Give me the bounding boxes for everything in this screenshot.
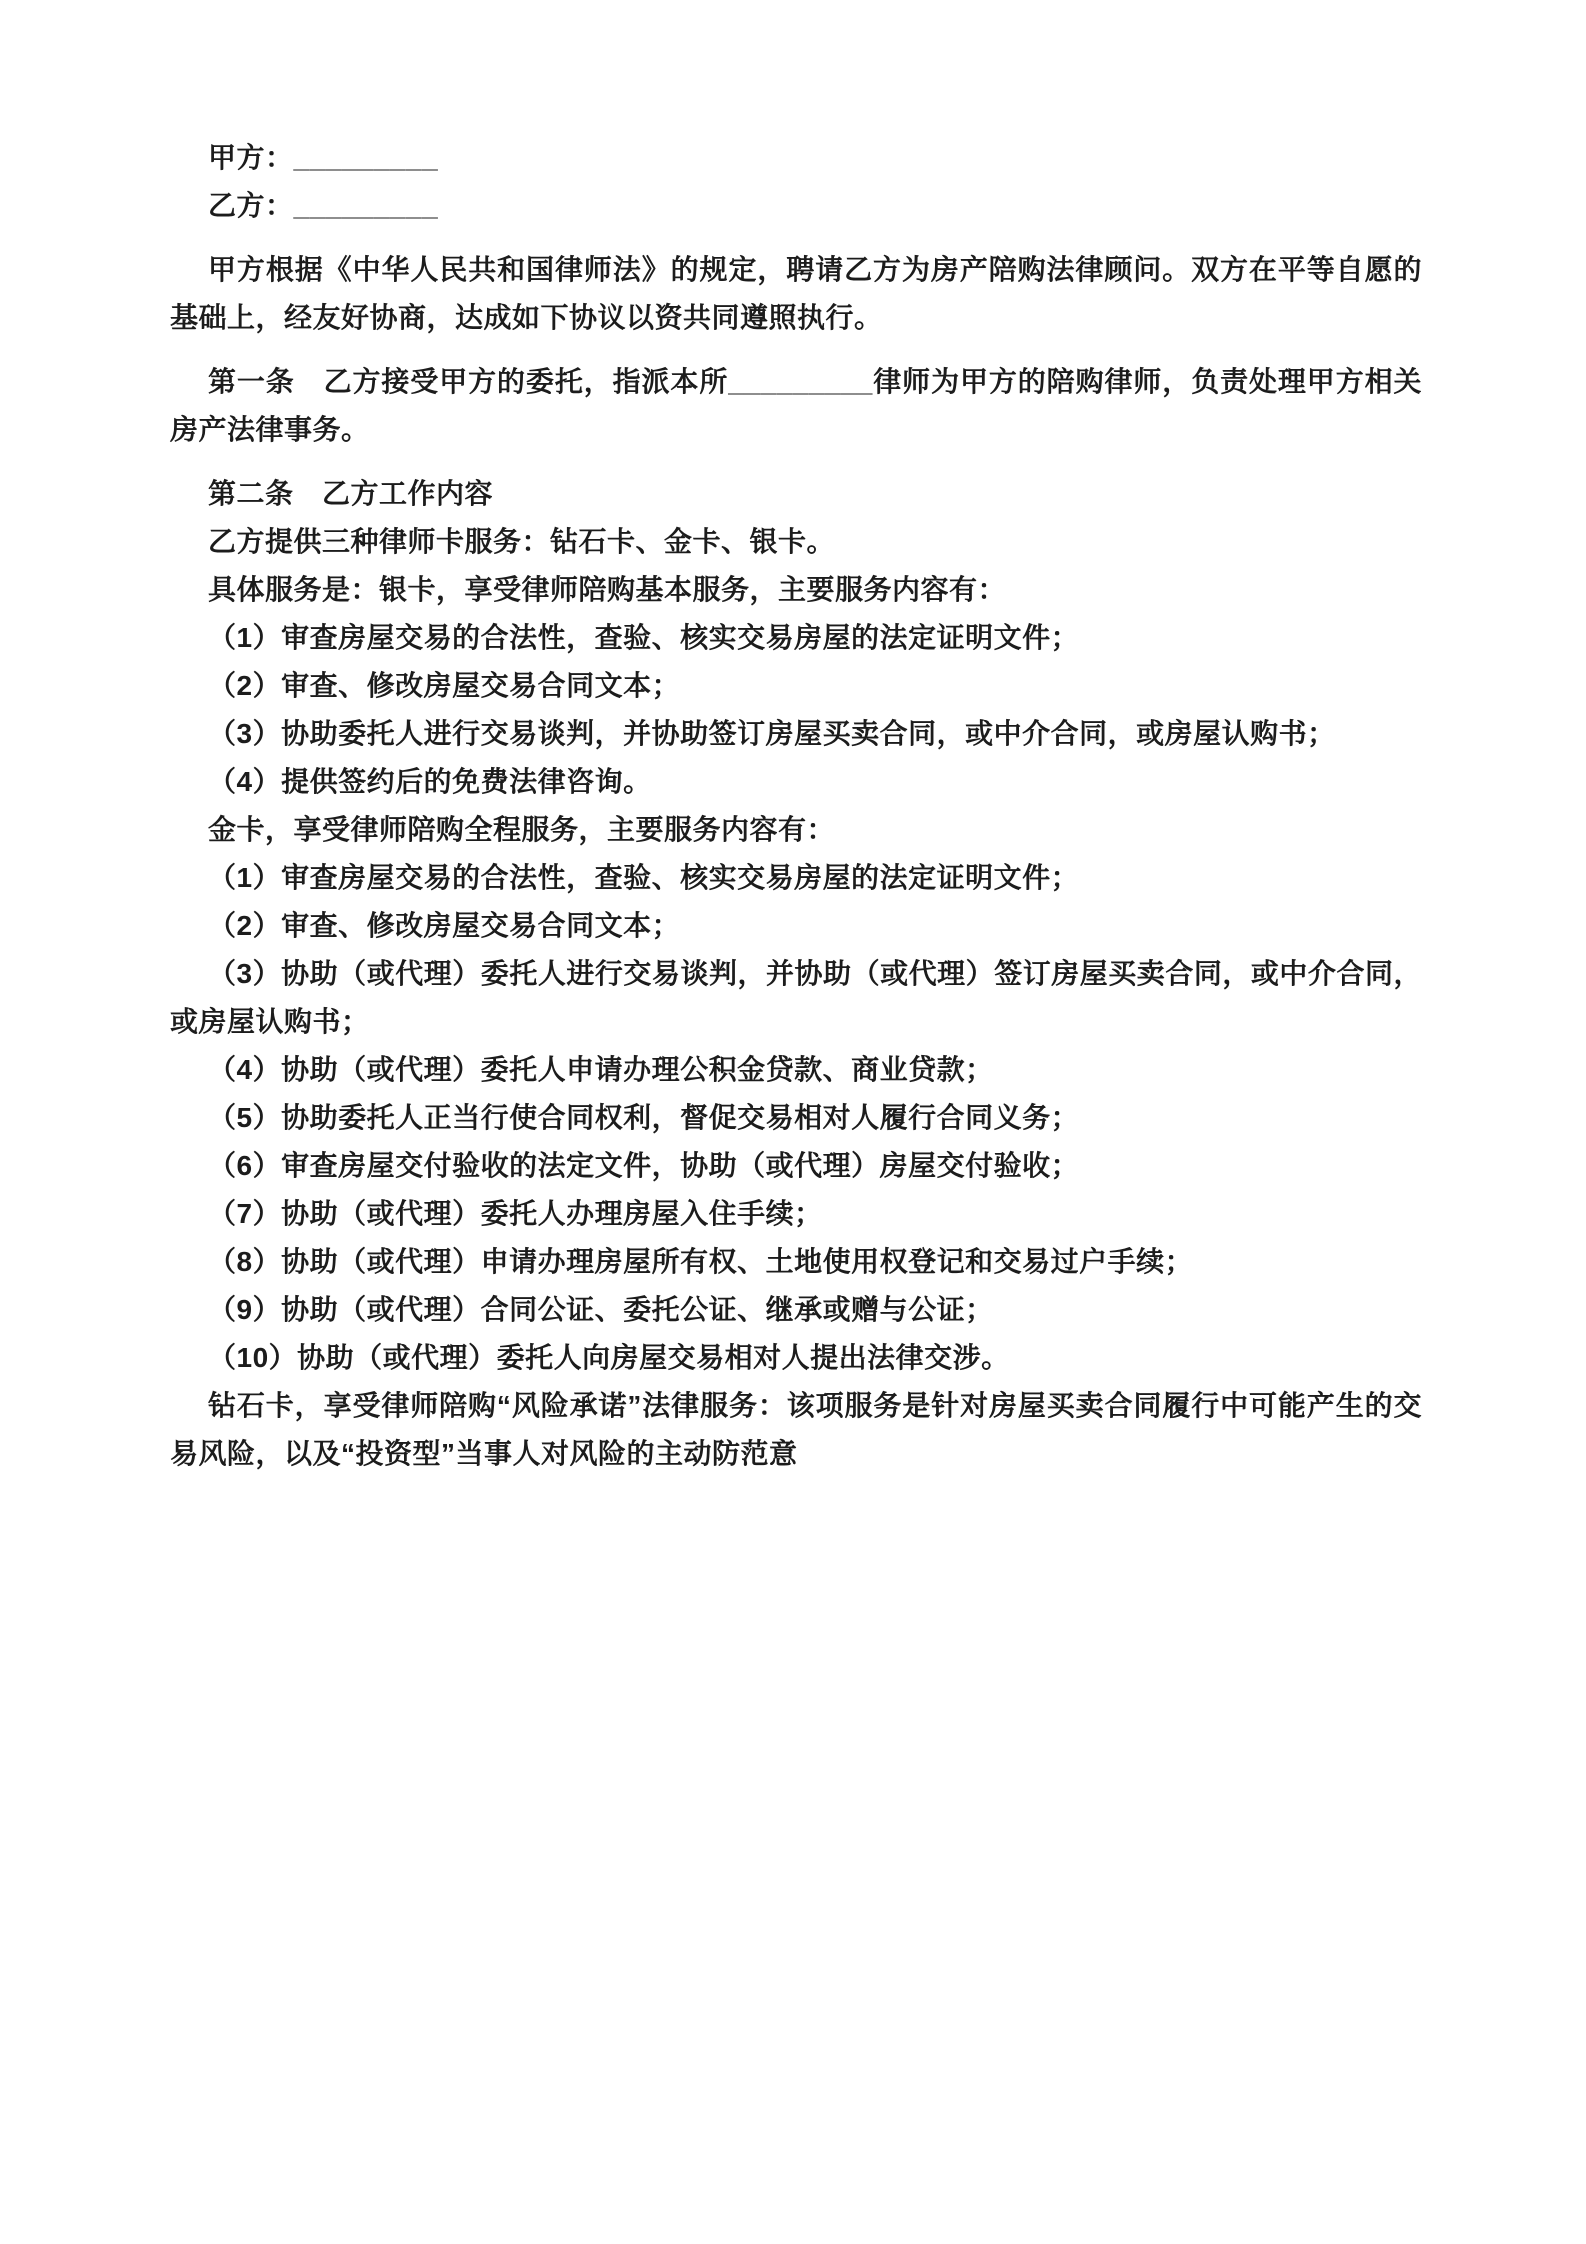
silver-item-1: （1）审查房屋交易的合法性，查验、核实交易房屋的法定证明文件； — [208, 622, 1080, 653]
gold-item-3: （3）协助（或代理）委托人进行交易谈判，并协助（或代理）签订房屋买卖合同，或中介合同，或房屋认购书； — [170, 958, 1422, 1037]
document-body — [170, 134, 1422, 1478]
article-1: 第一条 乙方接受甲方的委托，指派本所_________律师为甲方的陪购律师，负责处理甲方相关房产法律事务。 — [170, 366, 1422, 445]
gold-item-7: （7）协助（或代理）委托人办理房屋入住手续； — [208, 1198, 823, 1229]
gold-card-intro: 金卡，享受律师陪购全程服务，主要服务内容有： — [208, 814, 836, 845]
diamond-card-intro: 钻石卡，享受律师陪购“风险承诺”法律服务：该项服务是针对房屋买卖合同履行中可能产生的交易风险，以及“投资型”当事人对风险的主动防范意 — [170, 1390, 1422, 1469]
silver-card-intro: 具体服务是：银卡，享受律师陪购基本服务，主要服务内容有： — [208, 574, 1007, 605]
party-line-yifang: 乙方：_________ — [208, 190, 439, 221]
article-2-intro: 乙方提供三种律师卡服务：钻石卡、金卡、银卡。 — [208, 526, 836, 557]
silver-item-4: （4）提供签约后的免费法律咨询。 — [208, 766, 652, 797]
gold-item-8: （8）协助（或代理）申请办理房屋所有权、土地使用权登记和交易过户手续； — [208, 1246, 1194, 1277]
gold-item-9: （9）协助（或代理）合同公证、委托公证、继承或赠与公证； — [208, 1294, 994, 1325]
gold-item-5: （5）协助委托人正当行使合同权利，督促交易相对人履行合同义务； — [208, 1102, 1080, 1133]
gold-item-10: （10）协助（或代理）委托人向房屋交易相对人提出法律交涉。 — [208, 1342, 1010, 1373]
gold-item-6: （6）审查房屋交付验收的法定文件，协助（或代理）房屋交付验收； — [208, 1150, 1080, 1181]
article-2-heading: 第二条 乙方工作内容 — [208, 478, 494, 509]
silver-item-3: （3）协助委托人进行交易谈判，并协助签订房屋买卖合同，或中介合同，或房屋认购书； — [208, 718, 1336, 749]
intro-paragraph: 甲方根据《中华人民共和国律师法》的规定，聘请乙方为房产陪购法律顾问。双方在平等自愿的基础上，经友好协商，达成如下协议以资共同遵照执行。 — [170, 254, 1422, 333]
party-line-jiafang: 甲方：_________ — [208, 142, 439, 173]
gold-item-2: （2）审查、修改房屋交易合同文本； — [208, 910, 681, 941]
gold-item-4: （4）协助（或代理）委托人申请办理公积金贷款、商业贷款； — [208, 1054, 994, 1085]
silver-item-2: （2）审查、修改房屋交易合同文本； — [208, 670, 681, 701]
gold-item-1: （1）审查房屋交易的合法性，查验、核实交易房屋的法定证明文件； — [208, 862, 1080, 893]
